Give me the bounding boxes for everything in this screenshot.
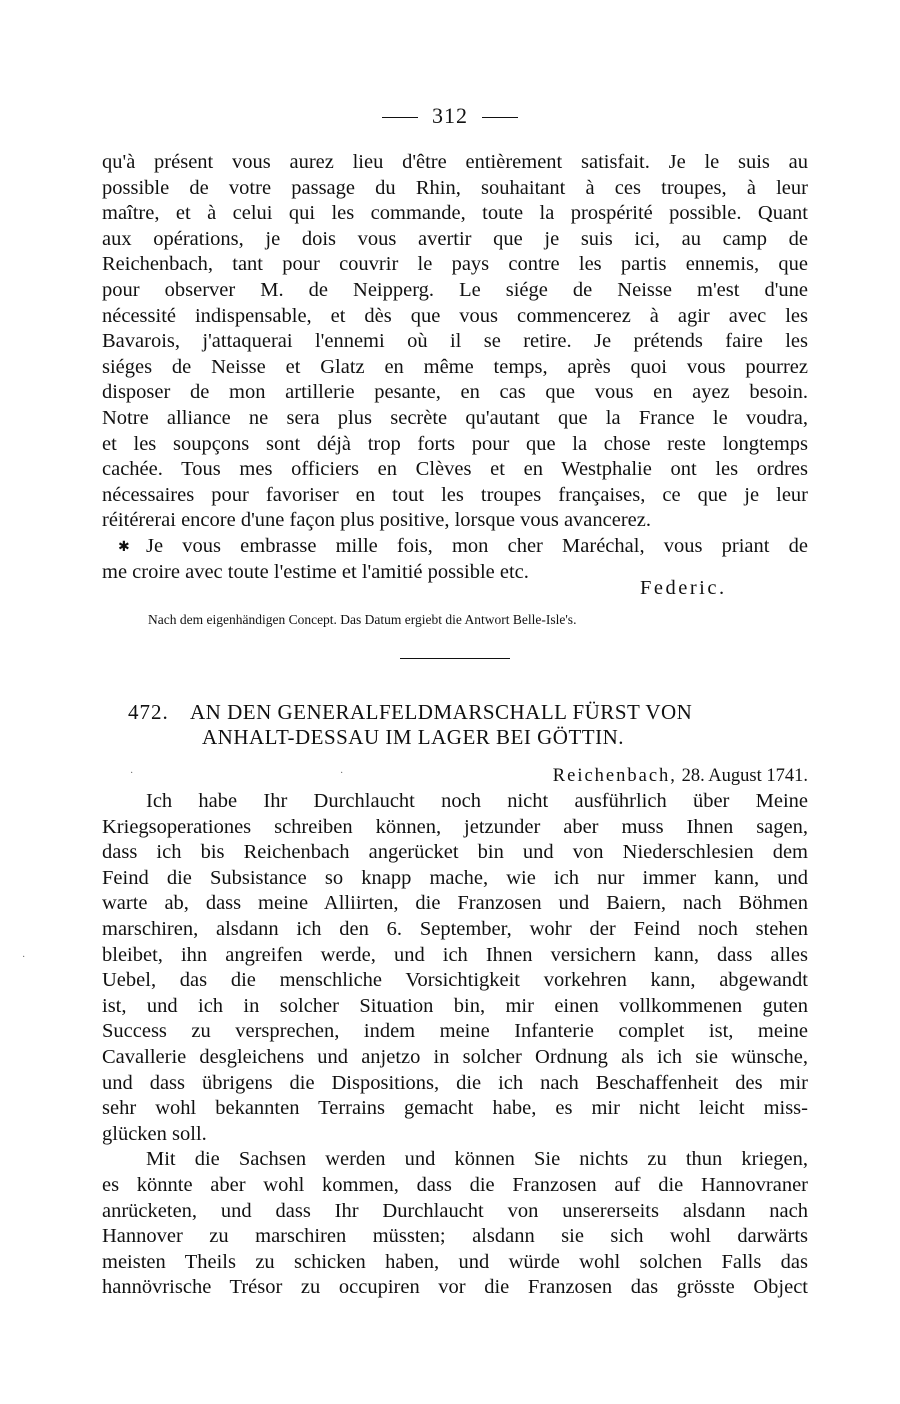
source-footnote: Nach dem eigenhändigen Concept. Das Datum ergiebt die Antwort Belle-Isle's. — [148, 612, 577, 627]
text-line: Reichenbach, tant pour couvrir le pays contre les partis ennemis, que — [102, 253, 808, 276]
letter-471-body — [102, 150, 808, 585]
text-line: hannövrische Trésor zu occupiren vor die Franzosen das grösste Object — [102, 1276, 808, 1299]
letter-472-body — [102, 789, 808, 1301]
text-line: glücken soll. — [102, 1122, 207, 1145]
text-line: aux opérations, je dois vous avertir que je suis ici, au camp de — [102, 227, 808, 250]
text-line: und dass übrigens die Dispositions, die ich nach Beschaffenheit des mir — [102, 1071, 808, 1094]
text-line: Success zu versprechen, indem meine Infanterie complet ist, meine — [102, 1020, 808, 1043]
text-line: Notre alliance ne sera plus secrète qu'autant que la France le voudra, — [102, 406, 808, 429]
text-line: maître, et à celui qui les commande, toute la prospérité possible. Quant — [102, 202, 808, 225]
text-line: Feind die Subsistance so knapp mache, wie ich nur immer kann, und — [102, 866, 808, 889]
letter-number: 472. — [128, 700, 169, 724]
text-line: pour observer M. de Neipperg. Le siége de Neisse m'est d'une — [102, 278, 808, 301]
closing-line: me croire avec toute l'estime et l'amitié possible etc. — [102, 560, 529, 583]
asterisk-mark-icon: ✱ — [118, 540, 130, 555]
page-number-header — [0, 103, 900, 129]
text-line: nécessaires pour favoriser en tout les troupes françaises, ce que je leur — [102, 483, 808, 506]
text-line: Hannover zu marschiren müssten; alsdann sie sich wohl darwärts — [102, 1225, 808, 1248]
text-line: bleibet, ihn angreifen werde, und ich Ihnen versichern kann, dass alles — [102, 943, 808, 966]
letter-472-heading — [128, 700, 808, 750]
text-line: es könnte aber wohl kommen, dass die Franzosen auf die Hannovraner — [102, 1173, 808, 1196]
print-speck: · — [22, 952, 26, 963]
date-text: 28. August 1741. — [681, 766, 808, 786]
text-line: possible de votre passage du Rhin, souhaitant à ces troupes, à leur — [102, 176, 808, 199]
text-line: réitérerai encore d'une façon plus positive, lorsque vous avancerez. — [102, 509, 651, 532]
page-number-left-dash — [382, 117, 418, 118]
section-divider — [400, 658, 510, 659]
text-line: sehr wohl bekannten Terrains gemacht habe, es mir nicht leicht miss- — [102, 1097, 808, 1120]
text-line: Uebel, das die menschliche Vorsichtigkeit vorkehren kann, abgewandt — [102, 969, 808, 992]
page-number: 312 — [432, 103, 468, 128]
text-line: siéges de Neisse et Glatz en même temps, après quoi vous pourrez — [102, 355, 808, 378]
text-line: cachée. Tous mes officiers en Clèves et en Westphalie ont les ordres — [102, 458, 808, 481]
print-speck: · — [130, 768, 134, 779]
text-line: et les soupçons sont déjà trop forts pour que la chose reste longtemps — [102, 432, 808, 455]
dateline — [553, 766, 808, 787]
text-line: nécessité indispensable, et dès que vous commencerez à agir avec les — [102, 304, 808, 327]
text-line: warte ab, dass meine Alliirten, die Franzosen und Baiern, nach Böhmen — [102, 892, 808, 915]
text-line: Ich habe Ihr Durchlaucht noch nicht ausführlich über Meine — [146, 790, 808, 812]
text-line: qu'à présent vous aurez lieu d'être entièrement satisfait. Je le suis au — [102, 151, 808, 173]
text-line: Cavallerie desgleichens und anjetzo in solcher Ordnung als ich sie wünsche, — [102, 1045, 808, 1068]
text-line: Bavarois, j'attaquerai l'ennemi où il se retire. Je prétends faire les — [102, 330, 808, 353]
heading-line-1: AN DEN GENERALFELDMARSCHALL FÜRST VON — [190, 700, 693, 724]
heading-line-2: ANHALT-DESSAU IM LAGER BEI GÖTTIN. — [202, 725, 625, 749]
text-line: ist, und ich in solcher Situation bin, mir einen vollkommenen guten — [102, 994, 808, 1017]
text-line: marschiren, alsdann ich den 6. September, wohr der Feind noch stehen — [102, 917, 808, 940]
text-line: meisten Theils zu schicken haben, und würde wohl solchen Falls das — [102, 1250, 808, 1273]
print-speck: · — [340, 768, 344, 779]
text-line: dass ich bis Reichenbach angerücket bin und von Niederschlesien dem — [102, 841, 808, 864]
page-number-right-dash — [482, 117, 518, 118]
date-place: Reichenbach, — [552, 766, 677, 786]
closing-line: Je vous embrasse mille fois, mon cher Maréchal, vous priant de — [146, 534, 808, 557]
text-line: disposer de mon artillerie pesante, en cas que vous en ayez besoin. — [102, 381, 808, 404]
text-line: Kriegsoperationes schreiben können, jetzunder aber muss Ihnen sagen, — [102, 815, 808, 838]
signature: Federic. — [640, 577, 727, 599]
text-line: anrücketen, und dass Ihr Durchlaucht von unsererseits alsdann nach — [102, 1199, 808, 1222]
text-line: Mit die Sachsen werden und können Sie nichts zu thun kriegen, — [146, 1148, 808, 1171]
